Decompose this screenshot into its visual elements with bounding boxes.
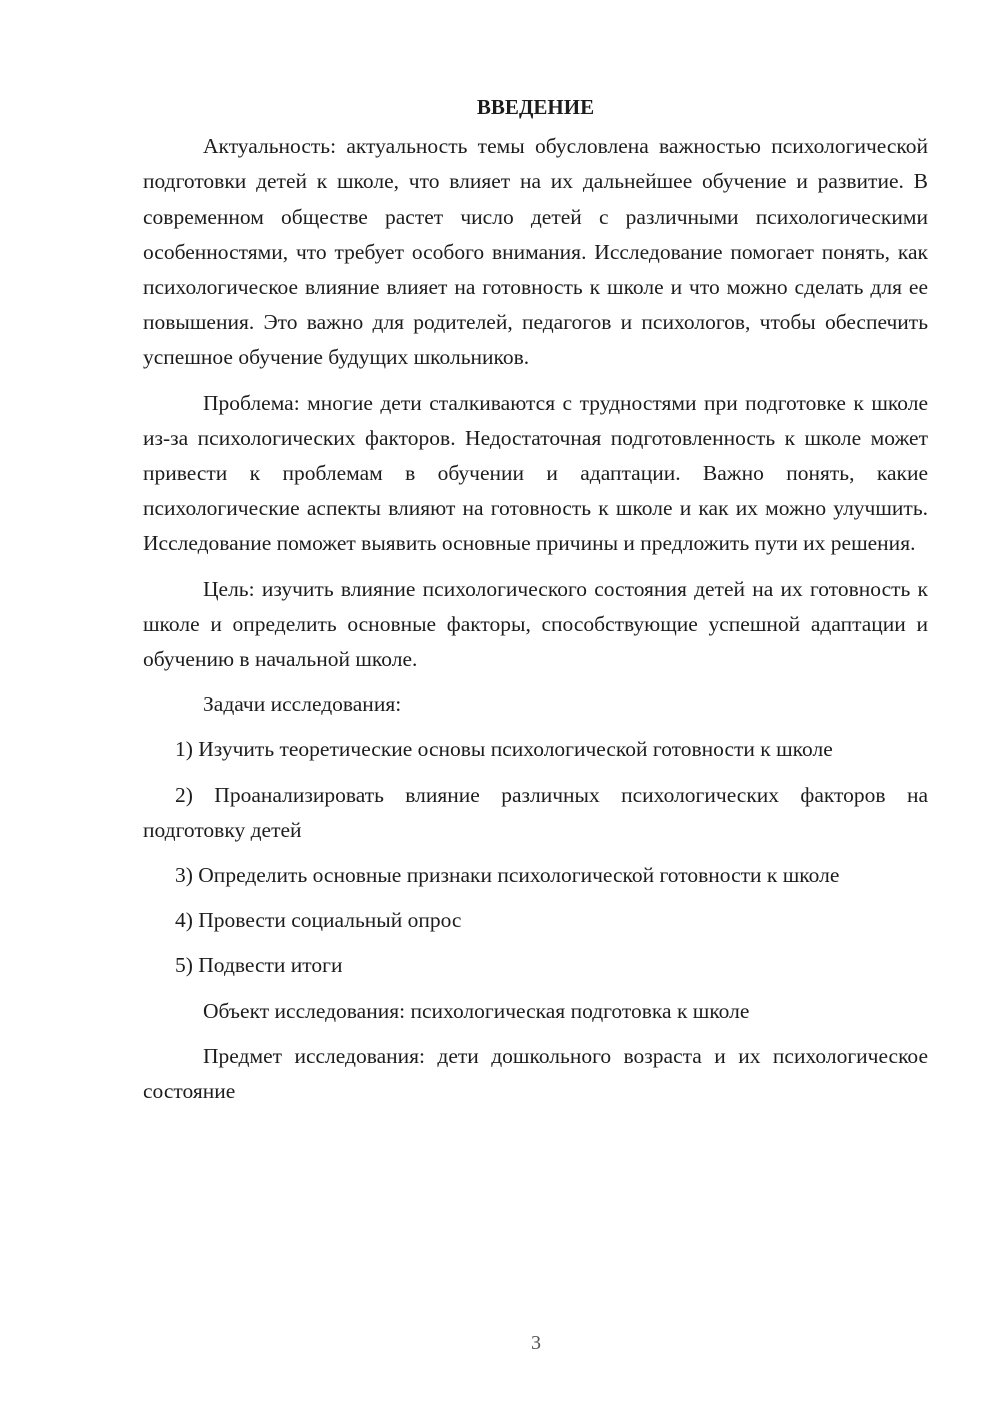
- tasks-heading: Задачи исследования:: [203, 692, 402, 717]
- task-item-3: 3) Определить основные признаки психологической готовности к школе: [175, 863, 840, 888]
- section-title: ВВЕДЕНИЕ: [476, 95, 595, 119]
- task-item-5: 5) Подвести итоги: [175, 953, 343, 978]
- document-page: [143, 90, 928, 1119]
- goal-paragraph: Цель: изучить влияние психологического состояния детей на их готовность к школе и определить основные факторы, способствующие успешной адаптации и обучению в начальной школе.: [143, 576, 928, 672]
- task-item-4: 4) Провести социальный опрос: [175, 908, 462, 933]
- task-item-1: 1) Изучить теоретические основы психологической готовности к школе: [175, 737, 833, 762]
- page-number: 3: [531, 1332, 541, 1354]
- research-subject: Предмет исследования: дети дошкольного возраста и их психологическое состояние: [143, 1043, 928, 1104]
- research-object: Объект исследования: психологическая подготовка к школе: [203, 998, 750, 1023]
- task-item-2: 2) Проанализировать влияние различных психологических факторов на подготовку детей: [143, 782, 928, 842]
- relevance-paragraph: Актуальность: актуальность темы обусловлена важностью психологической подготовки детей к школе, что влияет на их дальнейшее обучение и развитие. В современном обществе растет число детей с различными психологическими особенностями, что требует особого внимания. Исследование помогает понять, как психологическое влияние влияет на готовность к школе и что можно сделать для ее повышения. Это важно для родителей, педагогов и психологов, чтобы обеспечить успешное обучение будущих школьников.: [143, 134, 928, 370]
- problem-paragraph: Проблема: многие дети сталкиваются с трудностями при подготовке к школе из-за психологических факторов. Недостаточная подготовленность к школе может привести к проблемам в обучении и адаптации. Важно понять, какие психологические аспекты влияют на готовность к школе и как их можно улучшить. Исследование поможет выявить основные причины и предложить пути их решения.: [143, 390, 928, 556]
